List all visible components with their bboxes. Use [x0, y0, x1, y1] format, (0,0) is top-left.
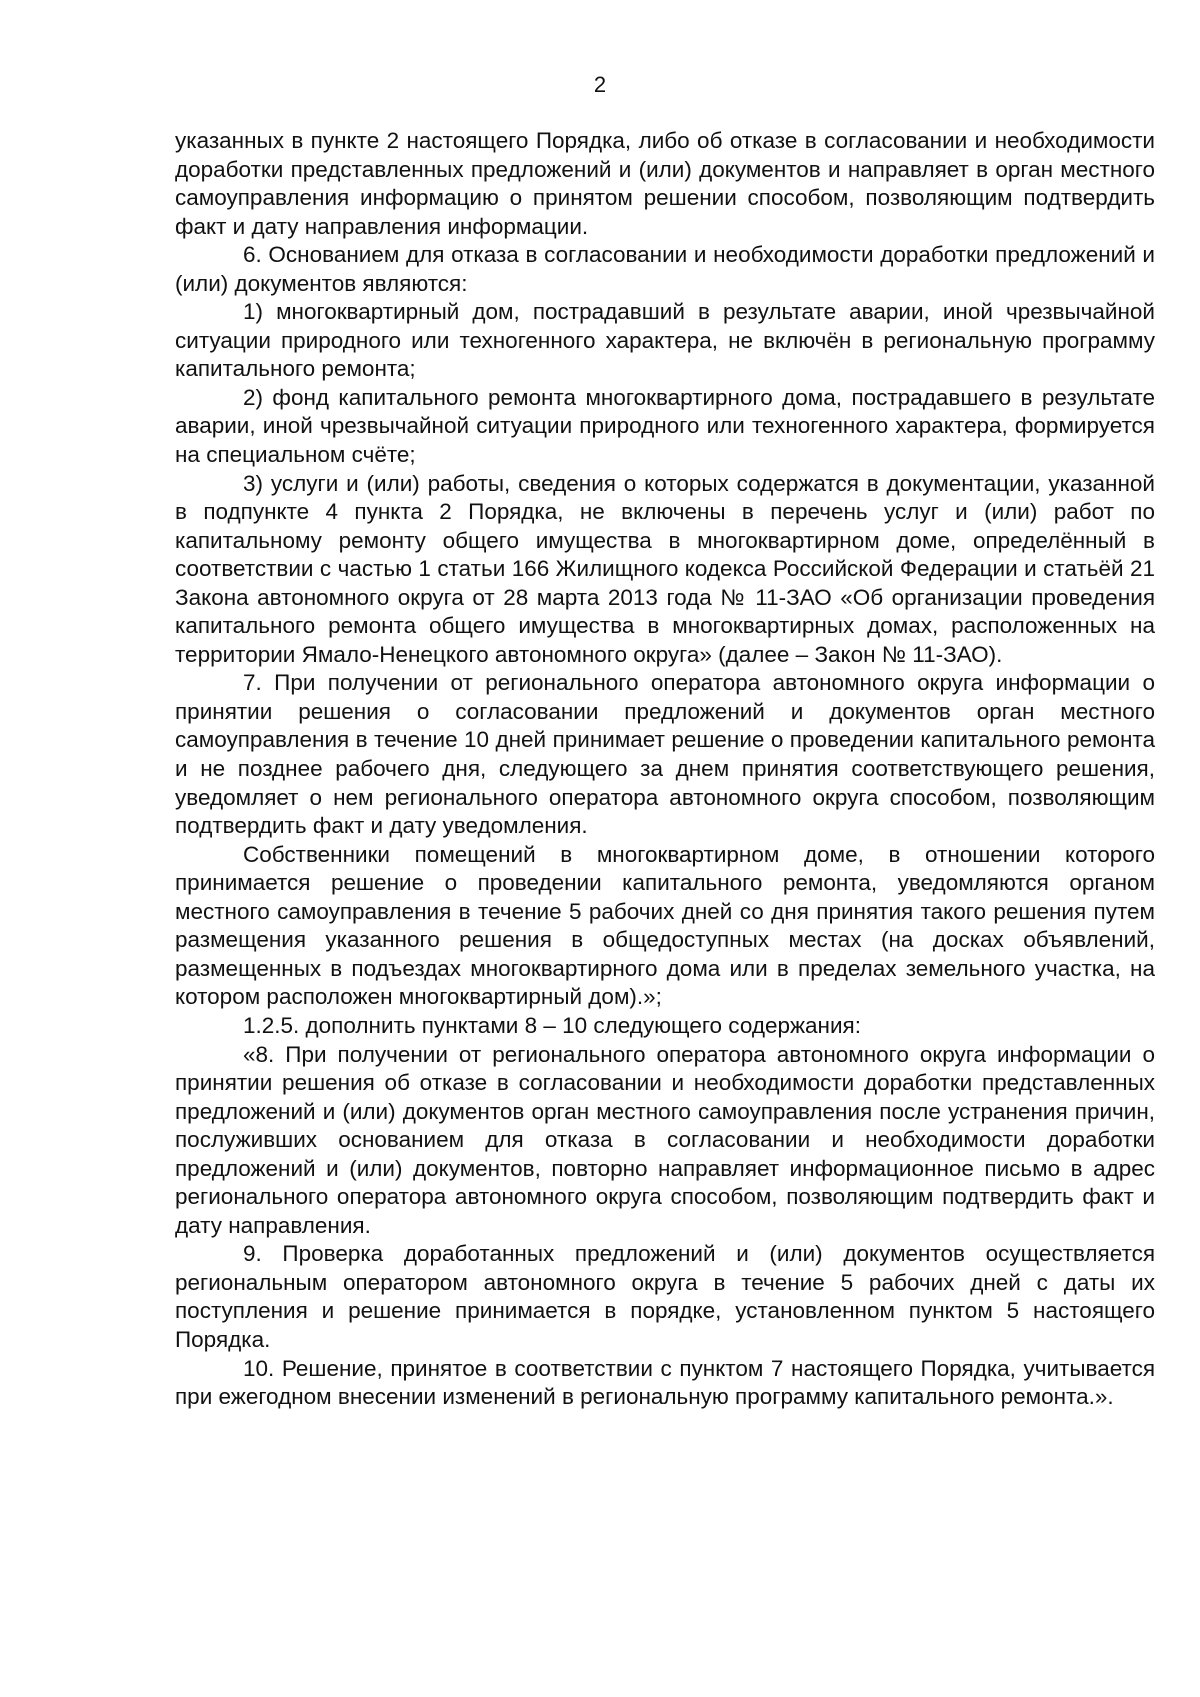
paragraph-item-7: 7. При получении от регионального оператора автономного округа информации о принятии решения о согласовании предложений и документов орган местного самоуправления в течение 10 дней принимает решение о проведении капитального ремонта и не позднее рабочего дня, следующего за днем принятия соответствующего решения, уведомляет о нем регионального оператора автономного округа способом, позволяющим подтвердить факт и дату уведомления.: [175, 670, 1155, 839]
page-number: 2: [593, 72, 607, 97]
paragraph-item-9: 9. Проверка доработанных предложений и (или) документов осуществляется региональным оператором автономного округа в течение 5 рабочих дней с даты их поступления и решение принимается в порядке, установленном пунктом 5 настоящего Порядка.: [175, 1241, 1155, 1352]
paragraph-subitem-3: 3) услуги и (или) работы, сведения о которых содержатся в документации, указанной в подпункте 4 пункта 2 Порядка, не включены в перечень услуг и (или) работ по капитальному ремонту общего имущества в многоквартирном доме, определённый в соответствии с частью 1 статьи 166 Жилищного кодекса Российской Федерации и статьёй 21 Закона автономного округа от 28 марта 2013 года № 11-ЗАО «Об организации проведения капитального ремонта общего имущества в многоквартирных домах, расположенных на территории Ямало-Ненецкого автономного округа» (далее – Закон № 11-ЗАО).: [175, 470, 1155, 667]
paragraph-item-8: «8. При получении от регионального оператора автономного округа информации о принятии решения об отказе в согласовании и необходимости доработки представленных предложений и (или) документов орган местного самоуправления после устранения причин, послуживших основанием для отказа в согласовании и необходимости доработки предложений и (или) документов, повторно направляет информационное письмо в адрес регионального оператора автономного округа способом, позволяющим подтвердить факт и дату направления.: [175, 1041, 1155, 1238]
paragraph-owners-notice: Собственники помещений в многоквартирном доме, в отношении которого принимается решение о проведении капитального ремонта, уведомляются органом местного самоуправления в течение 5 рабочих дней со дня принятия такого решения путем размещения указанного решения в общедоступных местах (на досках объявлений, размещенных в подъездах многоквартирного дома или в пределах земельного участка, на котором расположен многоквартирный дом).»;: [175, 841, 1155, 1010]
paragraph-item-6: 6. Основанием для отказа в согласовании и необходимости доработки предложений и (или) документов являются:: [175, 242, 1155, 296]
paragraph-amendment-1-2-5: 1.2.5. дополнить пунктами 8 – 10 следующего содержания:: [243, 1012, 861, 1038]
paragraph-item-10: 10. Решение, принятое в соответствии с пунктом 7 настоящего Порядка, учитывается при ежегодном внесении изменений в региональную программу капитального ремонта.».: [175, 1355, 1155, 1410]
document-body: [175, 127, 1155, 1412]
paragraph-continuation: указанных в пункте 2 настоящего Порядка, либо об отказе в согласовании и необходимости доработки представленных предложений и (или) документов и направляет в орган местного самоуправления информацию о принятом решении способом, позволяющим подтвердить факт и дату направления информации.: [175, 128, 1155, 239]
paragraph-subitem-2: 2) фонд капитального ремонта многоквартирного дома, пострадавшего в результате аварии, иной чрезвычайной ситуации природного или техногенного характера, формируется на специальном счёте;: [175, 384, 1155, 468]
paragraph-subitem-1: 1) многоквартирный дом, пострадавший в результате аварии, иной чрезвычайной ситуации природного или техногенного характера, не включён в региональную программу капитального ремонта;: [175, 299, 1155, 382]
